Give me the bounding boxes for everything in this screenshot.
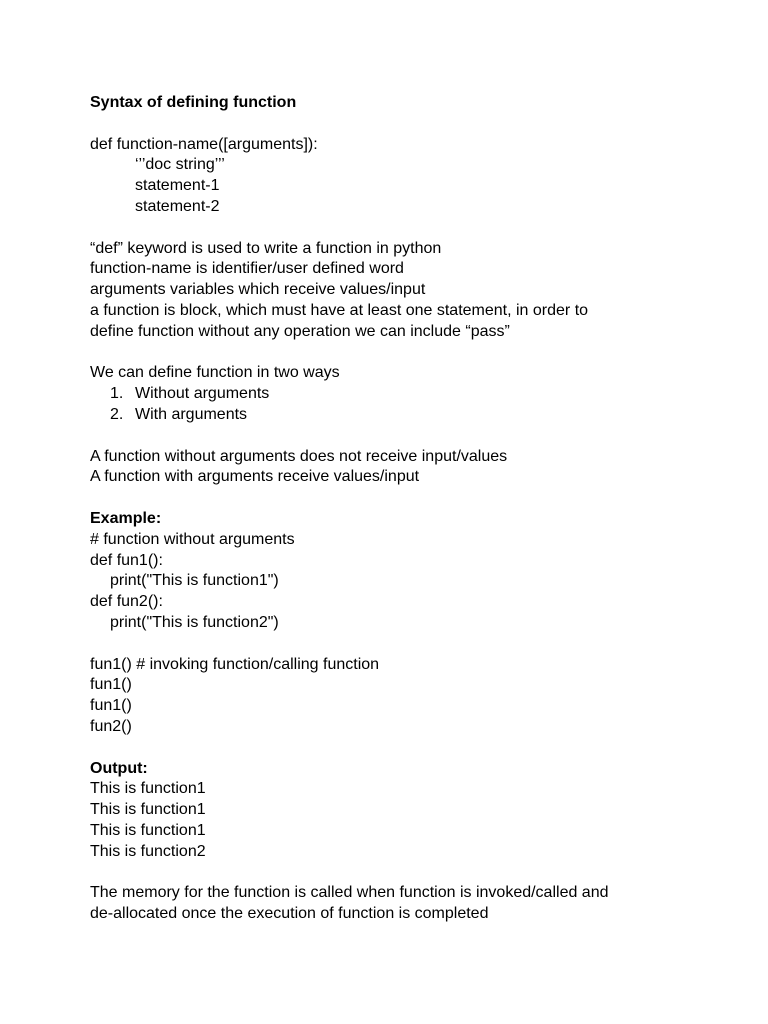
list-number: 1. xyxy=(110,385,124,403)
output-line: This is function1 xyxy=(90,821,206,839)
list-item xyxy=(90,405,730,426)
spacer xyxy=(90,426,730,447)
syntax-def-line: def function-name([arguments]): xyxy=(90,135,318,153)
output-line: This is function1 xyxy=(90,801,206,819)
spacer xyxy=(90,114,730,135)
list-text: Without arguments xyxy=(135,385,270,403)
list-number: 2. xyxy=(110,405,124,423)
code-line: print("This is function2") xyxy=(110,613,279,631)
output-line: This is function1 xyxy=(90,780,206,798)
call-line: fun1() # invoking function/calling function xyxy=(90,655,380,673)
spacer xyxy=(90,343,730,364)
code-line: def fun1(): xyxy=(90,551,163,569)
list-item xyxy=(90,384,730,405)
explanation-line: arguments variables which receive values/input xyxy=(90,281,426,299)
description-line: A function with arguments receive values/input xyxy=(90,468,420,486)
spacer xyxy=(90,488,730,509)
ways-intro: We can define function in two ways xyxy=(90,364,340,382)
spacer xyxy=(90,218,730,239)
code-line: def fun2(): xyxy=(90,593,163,611)
output-line: This is function2 xyxy=(90,842,206,860)
explanation-line: function-name is identifier/user defined word xyxy=(90,260,404,278)
call-line: fun2() xyxy=(90,717,132,735)
explanation-line: “def” keyword is used to write a function in python xyxy=(90,239,442,257)
explanation-line: define function without any operation we can include “pass” xyxy=(90,322,510,340)
example-label: Example: xyxy=(90,509,162,527)
syntax-statement-2: statement-2 xyxy=(135,197,220,215)
memory-line: de-allocated once the execution of function is completed xyxy=(90,905,489,923)
call-line: fun1() xyxy=(90,697,132,715)
explanation-line: a function is block, which must have at least one statement, in order to xyxy=(90,301,589,319)
document-page xyxy=(90,93,730,925)
code-line: print("This is function1") xyxy=(110,572,279,590)
call-line: fun1() xyxy=(90,676,132,694)
spacer xyxy=(90,738,730,759)
section-heading: Syntax of defining function xyxy=(90,94,297,111)
syntax-statement-1: statement-1 xyxy=(135,177,220,195)
code-line: # function without arguments xyxy=(90,530,295,548)
memory-line: The memory for the function is called when function is invoked/called and xyxy=(90,884,609,902)
output-label: Output: xyxy=(90,759,148,777)
list-text: With arguments xyxy=(135,405,248,423)
spacer xyxy=(90,862,730,883)
syntax-doc-string: ‘’’doc string’’’ xyxy=(135,156,225,174)
spacer xyxy=(90,634,730,655)
description-line: A function without arguments does not receive input/values xyxy=(90,447,508,465)
